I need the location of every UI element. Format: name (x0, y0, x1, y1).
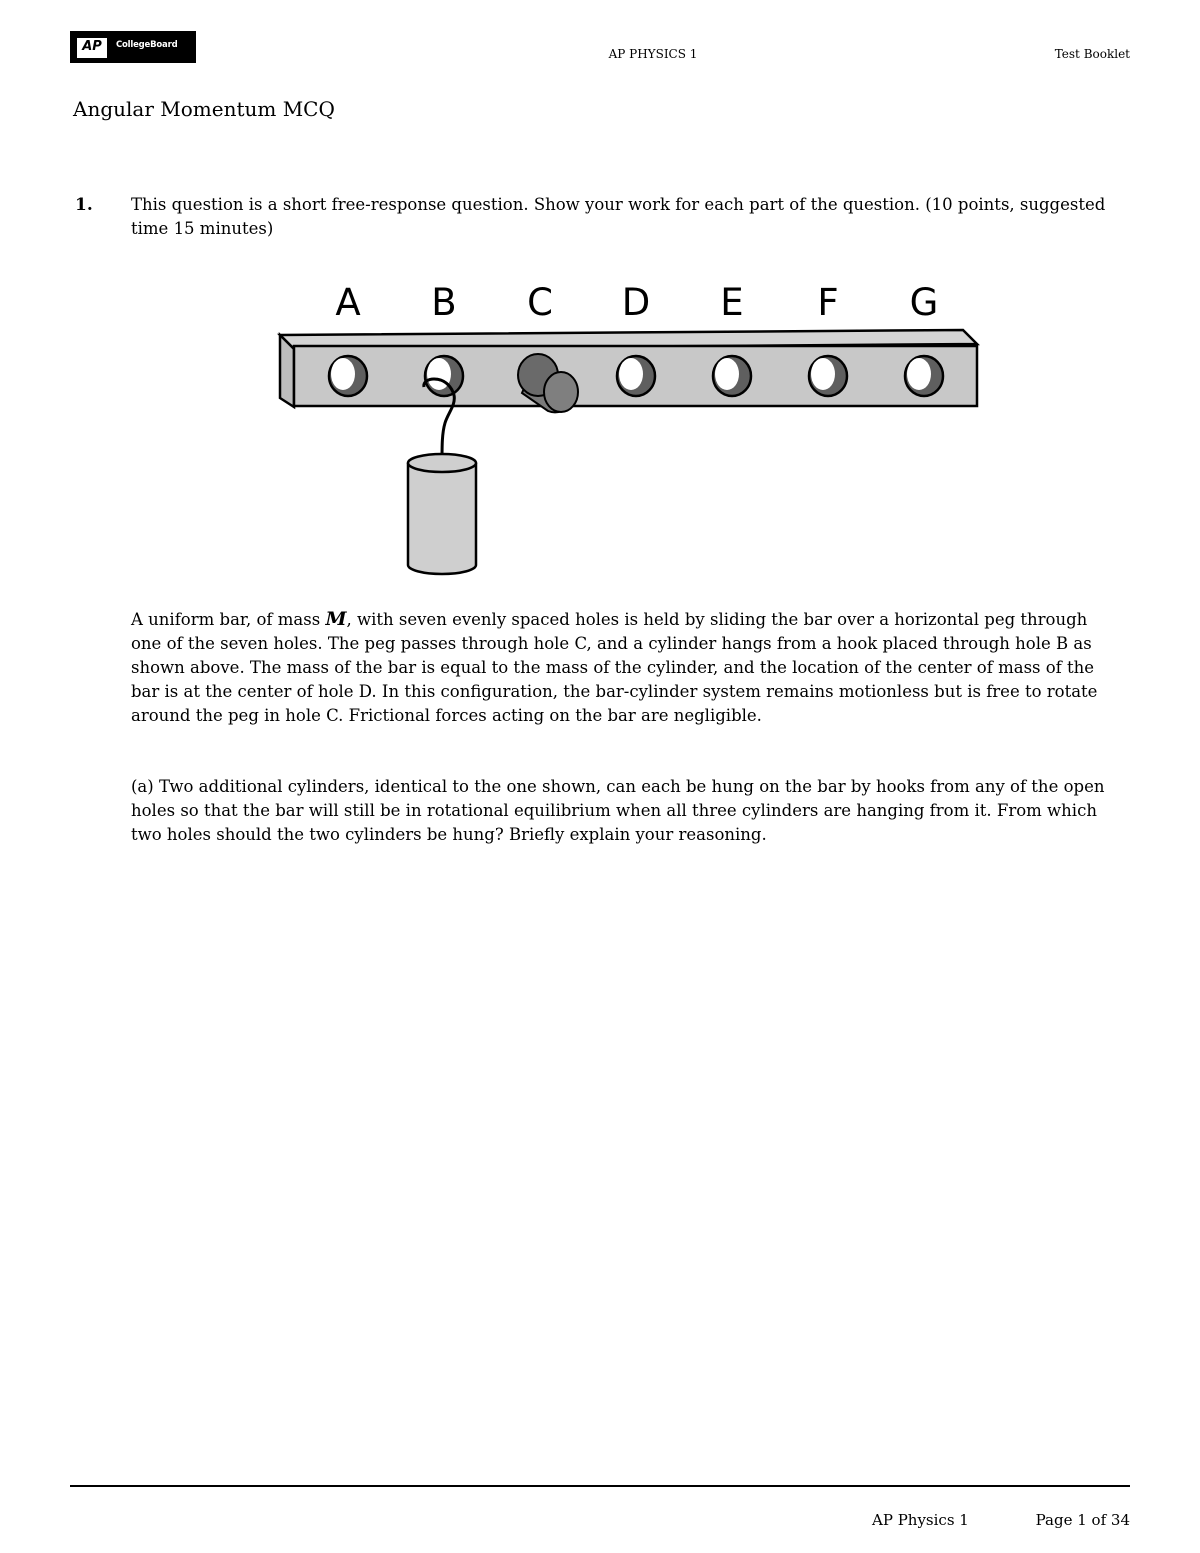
question-number: 1. (75, 195, 93, 215)
hole-label-d: D (621, 281, 651, 324)
header-booklet: Test Booklet (1054, 47, 1130, 61)
ap-logo-text: AP (82, 39, 102, 54)
hole-label-c: C (527, 281, 553, 324)
ap-college-board-logo (70, 31, 196, 63)
stem-text-before: A uniform bar, of mass (131, 610, 326, 629)
question-stem (131, 607, 1121, 728)
stem-text-after: , with seven evenly spaced holes is held by sliding the bar over a horizontal peg through one of the seven holes. The peg passes through hole C, and a cylinder hangs from a hook placed through hole B as shown above. The mass of the bar is equal to the mass of the cylinder, and the location of the center of mass of the bar is at the center of hole D. In this configuration, the bar-cylinder system remains motionless but is free to rotate around the peg in hole C. Frictional forces acting on the bar are negligible. (131, 610, 1098, 725)
hole-label-a: A (335, 281, 361, 324)
header-course: AP PHYSICS 1 (608, 47, 698, 61)
hole-e (713, 356, 751, 396)
hole-b (425, 356, 463, 396)
page-title: Angular Momentum MCQ (73, 97, 335, 121)
hanging-cylinder (408, 454, 476, 574)
question-intro: This question is a short free-response question. Show your work for each part of the question. (10 points, suggested time 15 minutes) (131, 195, 1106, 238)
hole-label-g: G (909, 281, 939, 324)
footer-page-number: Page 1 of 34 (1035, 1511, 1130, 1529)
hole-a (329, 356, 367, 396)
hole-g (905, 356, 943, 396)
mass-symbol: M (325, 608, 347, 630)
footer-rule (70, 1485, 1130, 1487)
college-board-logo-text: CollegeBoard (116, 40, 178, 50)
hole-label-e: E (720, 281, 744, 324)
hole-labels (335, 281, 938, 324)
question-part-a: (a) Two additional cylinders, identical to the one shown, can each be hung on the bar by hooks from any of the open holes so that the bar will still be in rotational equilibrium when all three cylinders are hanging from it. From which two holes should the two cylinders be hung? Briefly explain your reasoning. (131, 777, 1105, 844)
hole-label-f: F (817, 281, 839, 324)
footer-course: AP Physics 1 (872, 1511, 969, 1529)
bar-peg-cylinder-figure (270, 278, 990, 583)
bar-end-face (280, 335, 294, 407)
hole-label-b: B (431, 281, 457, 324)
hole-d (617, 356, 655, 396)
ap-logo-mark (77, 38, 107, 58)
hole-f (809, 356, 847, 396)
